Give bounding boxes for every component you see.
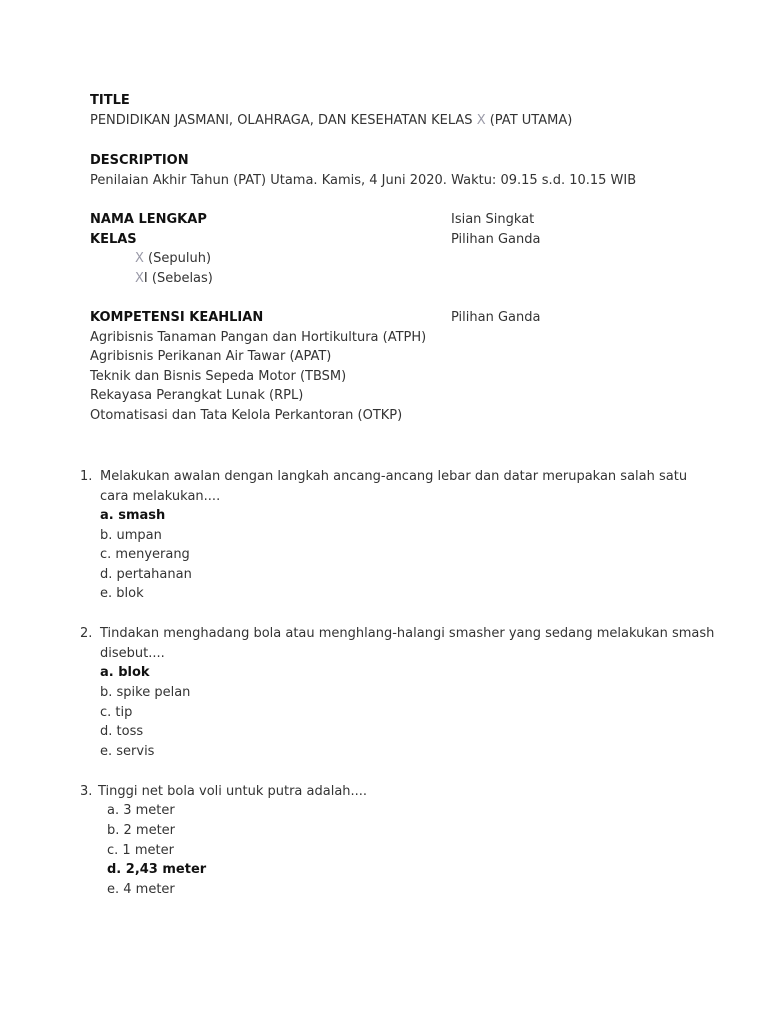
title-text-end: (PAT UTAMA) [485, 113, 573, 128]
kompetensi-option: Otomatisasi dan Tata Kelola Perkantoran (OTKP) [90, 408, 403, 423]
question-2-text: Tindakan menghadang bola atau menghlang-halangi smasher yang sedang melakukan smash [100, 626, 715, 641]
description-value: Penilaian Akhir Tahun (PAT) Utama. Kamis, 4 Juni 2020. Waktu: 09.15 s.d. 10.15 WIB [90, 173, 637, 188]
question-1-text: Melakukan awalan dengan langkah ancang-ancang lebar dan datar merupakan salah satu [100, 469, 688, 484]
kelas-option-sebelas [135, 270, 213, 288]
question-3-option: e. 4 meter [107, 882, 175, 897]
title-class-x: X [476, 113, 486, 128]
question-3-option-correct: d. 2,43 meter [107, 862, 207, 877]
question-3-option: c. 1 meter [107, 843, 174, 858]
kelas-option-sebelas-text: I (Sebelas) [143, 271, 213, 286]
question-2-option: d. toss [100, 724, 144, 739]
nama-label: NAMA LENGKAP [90, 212, 207, 227]
question-3-option: a. 3 meter [107, 803, 175, 818]
question-3-number: 3. [80, 784, 93, 799]
title-text-start: PENDIDIKAN JASMANI, OLAHRAGA, DAN KESEHATAN KELAS [90, 113, 477, 128]
question-3-text: Tinggi net bola voli untuk putra adalah.... [98, 784, 368, 799]
title-heading: TITLE [90, 93, 130, 108]
question-1-option: d. pertahanan [100, 567, 192, 582]
kompetensi-option: Teknik dan Bisnis Sepeda Motor (TBSM) [90, 369, 347, 384]
kompetensi-type: Pilihan Ganda [451, 310, 541, 325]
kelas-option-sepuluh-x: X [135, 251, 144, 266]
question-1-number: 1. [80, 469, 93, 484]
question-1-option-correct: a. smash [100, 508, 166, 523]
kompetensi-option: Rekayasa Perangkat Lunak (RPL) [90, 388, 304, 403]
kompetensi-label: KOMPETENSI KEAHLIAN [90, 310, 264, 325]
question-2-option: c. tip [100, 705, 133, 720]
title-value [90, 112, 572, 130]
question-2-option-correct: a. blok [100, 665, 150, 680]
question-2-text-cont: disebut.... [100, 646, 165, 661]
kelas-label: KELAS [90, 232, 137, 247]
description-heading: DESCRIPTION [90, 153, 189, 168]
kompetensi-option: Agribisnis Tanaman Pangan dan Hortikultura (ATPH) [90, 330, 427, 345]
question-1-option: b. umpan [100, 528, 162, 543]
kelas-type: Pilihan Ganda [451, 232, 541, 247]
question-2-number: 2. [80, 626, 93, 641]
kompetensi-option: Agribisnis Perikanan Air Tawar (APAT) [90, 349, 332, 364]
question-2-option: e. servis [100, 744, 155, 759]
question-1-option: e. blok [100, 586, 144, 601]
question-3-option: b. 2 meter [107, 823, 176, 838]
nama-type: Isian Singkat [451, 212, 535, 227]
question-1-text-cont: cara melakukan.... [100, 489, 221, 504]
kelas-option-sepuluh [135, 250, 211, 268]
kelas-option-sepuluh-text: (Sepuluh) [143, 251, 212, 266]
kelas-option-sebelas-x: X [135, 271, 144, 286]
question-1-option: c. menyerang [100, 547, 190, 562]
question-2-option: b. spike pelan [100, 685, 191, 700]
